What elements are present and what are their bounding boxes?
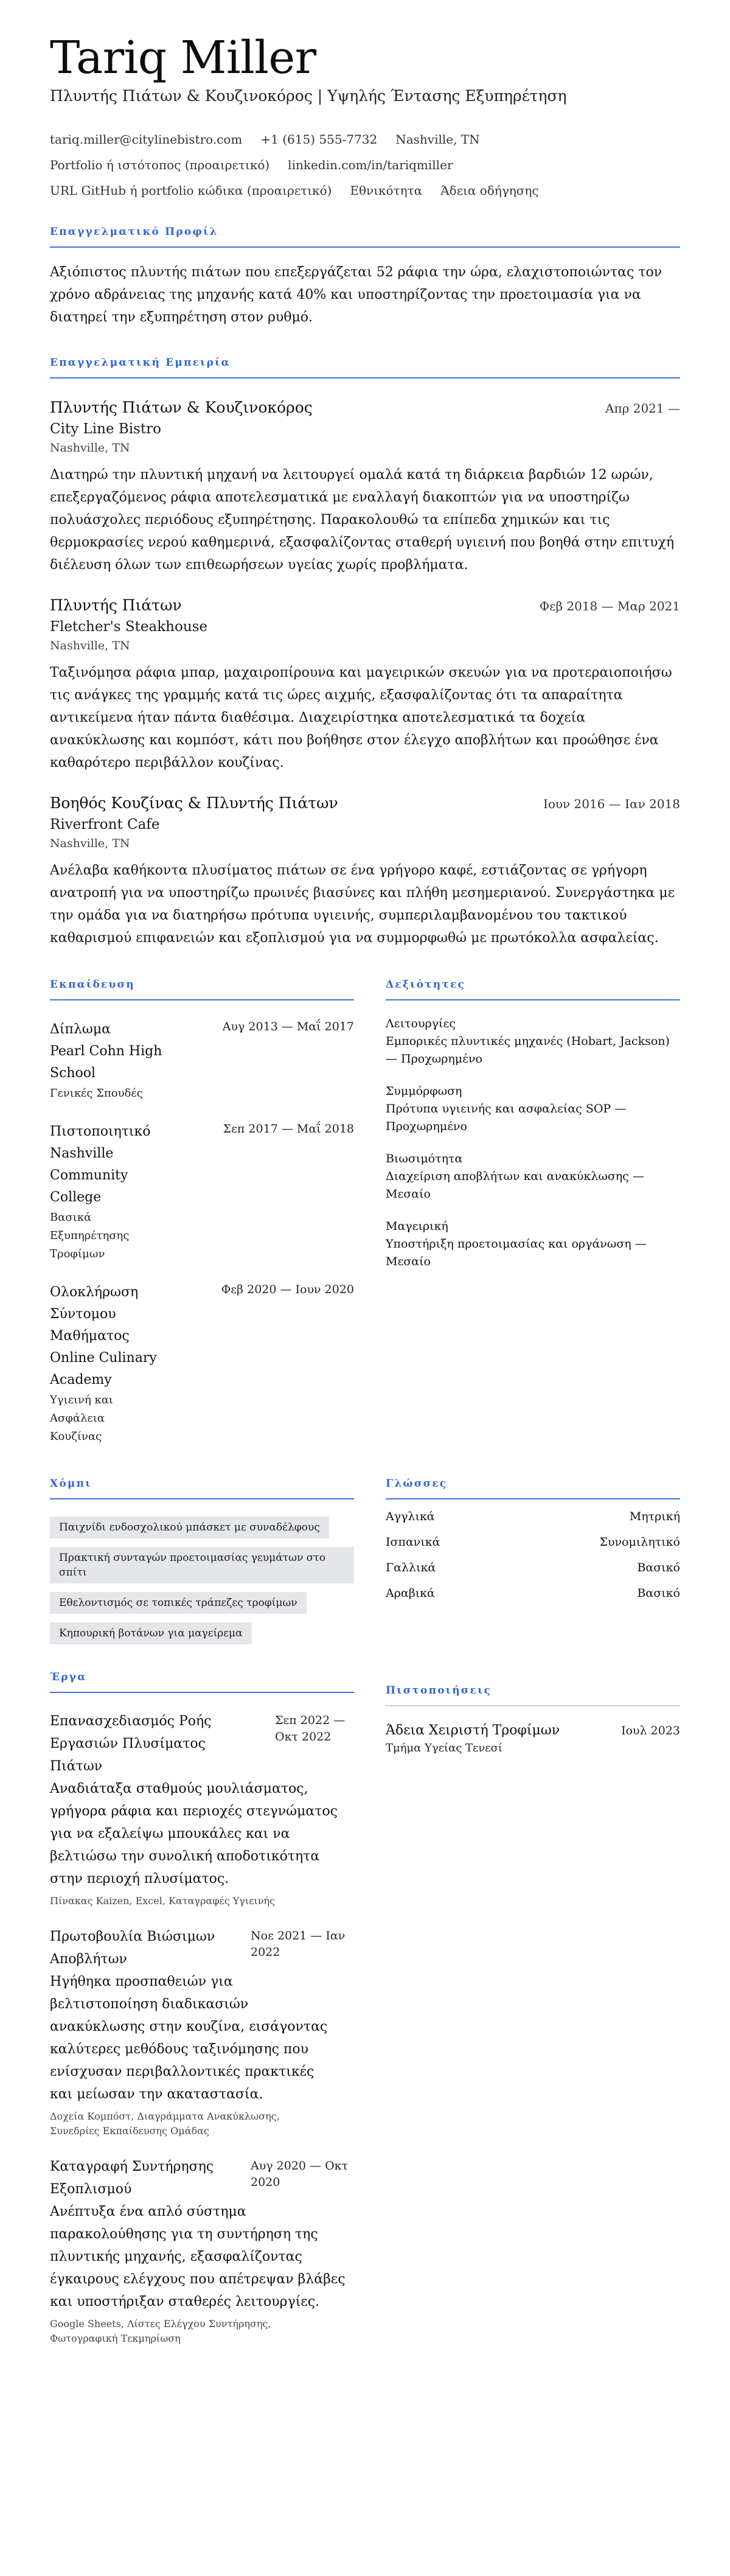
job-location: Nashville, TN (50, 837, 130, 850)
project-date: Αυγ 2020 — Οκτ 2020 (251, 2159, 349, 2189)
contact-nationality: Εθνικότητα (350, 183, 423, 198)
section-heading: Γλώσσες (386, 1478, 680, 1499)
resume-header (50, 32, 680, 199)
education-school: Nashville Community College (50, 1146, 128, 1205)
projects-section (50, 1671, 354, 2346)
language-entry (386, 1534, 680, 1551)
project-tools: Google Sheets, Λίστες Ελέγχου Συντήρησης, Φωτογραφική Τεκμηρίωση (50, 2318, 271, 2344)
contact-location: Nashville, TN (395, 132, 480, 147)
job-title: Πλυντής Πιάτων (50, 596, 182, 614)
language-level: Συνομιλητικό (599, 1535, 680, 1549)
job-entry (50, 595, 680, 774)
project-entry (50, 2155, 354, 2346)
project-title: Επανασχεδιασμός Ροής Εργασιών Πλυσίματος Πιάτων (50, 1714, 212, 1774)
project-date: Σεπ 2022 — Οκτ 2022 (275, 1714, 346, 1744)
contact-info (50, 131, 680, 199)
job-title: Πλυντής Πιάτων & Κουζινοκόρος (50, 399, 313, 416)
skill-category: Βιωσιμότητα (386, 1152, 463, 1165)
skill-category: Συμμόρφωση (386, 1084, 462, 1098)
hobbies-section (50, 1478, 354, 1644)
contact-row (50, 131, 680, 148)
skills-section (386, 979, 680, 1446)
job-company: Fletcher's Steakhouse (50, 619, 208, 635)
hobby-chip: Παιχνίδι ενδοσχολικού μπάσκετ με συναδέλφους (50, 1517, 329, 1538)
education-skills-row (50, 979, 680, 1446)
project-title: Πρωτοβουλία Βιώσιμων Αποβλήτων (50, 1929, 215, 1967)
job-entry (50, 792, 680, 949)
education-field: Βασικά Εξυπηρέτησης Τροφίμων (50, 1211, 130, 1260)
skill-detail: Διαχείριση αποβλήτων και ανακύκλωσης — Μεσαίο (386, 1170, 644, 1201)
contact-portfolio[interactable]: Portfolio ή ιστότοπος (προαιρετικό) (50, 158, 270, 172)
section-heading: Έργα (50, 1671, 354, 1693)
job-entry (50, 397, 680, 576)
project-entry (50, 1710, 354, 1908)
hobbies-languages-row (50, 1478, 680, 1644)
project-title: Καταγραφή Συντήρησης Εξοπλισμού (50, 2159, 214, 2197)
contact-linkedin[interactable]: linkedin.com/in/tariqmiller (288, 158, 453, 172)
job-date: Απρ 2021 — (605, 401, 680, 416)
certification-date: Ιουλ 2023 (621, 1724, 680, 1737)
hobby-chip: Εθελοντισμός σε τοπικές τράπεζες τροφίμων (50, 1592, 307, 1614)
education-entry (50, 1282, 354, 1446)
skill-category: Μαγειρική (386, 1220, 448, 1233)
certification-entry (386, 1721, 680, 1740)
skill-detail: Πρότυπα υγιεινής και ασφαλείας SOP — Προχωρημένο (386, 1102, 627, 1133)
profile-summary: Αξιόπιστος πλυντής πιάτων που επεξεργάζεται 52 ράφια την ώρα, ελαχιστοποιώντας τον χρόνο αδράνειας της μηχανής κατά 40% και υποστηρίζοντας την προετοιμασία για να διατηρεί την εξυπηρέτηση στον ρυθμό. (50, 265, 662, 325)
hobby-chip: Πρακτική συνταγών προετοιμασίας γευμάτων στο σπίτι (50, 1547, 354, 1583)
project-date: Νοε 2021 — Ιαν 2022 (251, 1929, 346, 1959)
education-school: Online Culinary Academy (50, 1350, 157, 1387)
job-title: Βοηθός Κουζίνας & Πλυντής Πιάτων (50, 794, 338, 812)
hobby-list (50, 1517, 354, 1644)
education-degree: Πιστοποιητικό (50, 1124, 151, 1139)
job-date: Φεβ 2018 — Μαρ 2021 (539, 599, 680, 613)
education-degree: Δίπλωμα (50, 1022, 111, 1037)
education-date: Φεβ 2020 — Ιουν 2020 (221, 1283, 354, 1296)
certifications-section (386, 1671, 680, 2346)
candidate-headline: Πλυντής Πιάτων & Κουζινοκόρος | Υψηλής Έντασης Εξυπηρέτηση (50, 87, 567, 105)
project-description: Αναδιάταξα σταθμούς μουλιάσματος, γρήγορα ράφια και περιοχές στεγνώματος για να εξαλείψω μπουκάλες και να βελτιώσω την συνολική αποδοτικότητα στην περιοχή πλυσίματος. (50, 1781, 338, 1887)
skill-category: Λειτουργίες (386, 1017, 456, 1030)
contact-row (50, 157, 680, 173)
contact-email[interactable]: tariq.miller@citylinebistro.com (50, 132, 243, 147)
contact-github[interactable]: URL GitHub ή portfolio κώδικα (προαιρετικό) (50, 183, 332, 198)
education-entry (50, 1019, 354, 1103)
language-name: Αραβικά (386, 1586, 435, 1600)
education-field: Γενικές Σπουδές (50, 1087, 143, 1100)
skill-entry (386, 1150, 680, 1203)
education-field: Υγιεινή και Ασφάλεια Κουζίνας (50, 1394, 113, 1443)
skill-detail: Υποστήριξη προετοιμασίας και οργάνωση — Μεσαίο (386, 1237, 647, 1268)
education-entry (50, 1121, 354, 1263)
language-entry (386, 1585, 680, 1602)
job-location: Nashville, TN (50, 441, 130, 455)
contact-driving-license: Άδεια οδήγησης (440, 183, 539, 198)
project-tools: Δοχεία Κομπόστ, Διαγράμματα Ανακύκλωσης, Συνεδρίες Εκπαίδευσης Ομάδας (50, 2110, 280, 2137)
certification-name: Άδεια Χειριστή Τροφίμων (386, 1723, 560, 1738)
job-description: Διατηρώ την πλυντική μηχανή να λειτουργεί ομαλά κατά τη διάρκεια βαρδιών 12 ωρών, επεξεργαζόμενος ράφια αποτελεσματικά με εναλλαγή διακοπτών για να υποστηρίζω πολυάσχολες περιόδους εξυπηρέτησης. Παρακολουθώ τα επίπεδα χημικών και τις θερμοκρασίες νερού καθημερινά, εξασφαλίζοντας σταθερή υγιεινή που βοηθά στην επιτυχή διέλευση όλων των επιθεωρήσεων υγείας χωρίς προβλήματα. (50, 467, 675, 573)
job-date: Ιουν 2016 — Ιαν 2018 (543, 797, 680, 811)
education-degree: Ολοκλήρωση Σύντομου Μαθήματος (50, 1285, 139, 1344)
language-level: Βασικό (637, 1586, 680, 1600)
language-name: Γαλλικά (386, 1561, 436, 1574)
language-entry (386, 1508, 680, 1525)
certification-issuer: Τμήμα Υγείας Τενεσί (386, 1742, 502, 1754)
candidate-name: Tariq Miller (50, 32, 316, 84)
section-heading: Δεξιότητες (386, 979, 680, 1000)
education-date: Σεπ 2017 — Μαΐ 2018 (223, 1122, 354, 1136)
language-name: Αγγλικά (386, 1510, 435, 1523)
section-heading: Πιστοποιήσεις (386, 1684, 680, 1706)
contact-phone[interactable]: +1 (615) 555-7732 (260, 132, 378, 147)
section-heading: Χόμπι (50, 1478, 354, 1499)
project-tools: Πίνακας Kaizen, Excel, Καταγραφές Υγιεινής (50, 1895, 275, 1907)
project-entry (50, 1925, 354, 2138)
languages-section (386, 1478, 680, 1644)
skill-entry (386, 1218, 680, 1271)
job-description: Ανέλαβα καθήκοντα πλυσίματος πιάτων σε ένα γρήγορο καφέ, εστιάζοντας σε γρήγορη ανατροπή για να υποστηρίζω πρωινές βιασύνες και πλήθη μεσημεριανού. Συνεργάστηκα με την ομάδα για να διατηρήσω πρότυπα υγιεινής, συμπεριλαμβανομένου του τακτικού καθαρισμού επιφανειών και εξοπλισμού για να συμμορφωθώ με πρωτόκολλα ασφαλείας. (50, 863, 675, 946)
experience-section (50, 357, 680, 949)
hobby-chip: Κηπουρική βοτάνων για μαγείρεμα (50, 1622, 252, 1644)
section-heading: Επαγγελματικό Προφίλ (50, 226, 680, 248)
section-heading: Επαγγελματική Εμπειρία (50, 357, 680, 379)
skill-detail: Εμπορικές πλυντικές μηχανές (Hobart, Jackson) — Προχωρημένο (386, 1035, 670, 1066)
education-date: Αυγ 2013 — Μαΐ 2017 (222, 1020, 354, 1033)
contact-row (50, 183, 680, 199)
profile-section (50, 226, 680, 329)
projects-certifications-row (50, 1671, 680, 2346)
section-heading: Εκπαίδευση (50, 979, 354, 1000)
project-description: Ανέπτυξα ένα απλό σύστημα παρακολούθησης για τη συντήρηση της πλυντικής μηχανής, εξασφαλίζοντας έγκαιρους ελέγχους που απέτρεψαν βλάβες και υποστήριξαν σταθερές λειτουργίες. (50, 2204, 346, 2309)
job-company: City Line Bistro (50, 421, 162, 437)
education-section (50, 979, 354, 1446)
language-level: Μητρική (629, 1510, 680, 1523)
job-location: Nashville, TN (50, 639, 130, 652)
skill-entry (386, 1083, 680, 1136)
language-entry (386, 1559, 680, 1576)
job-company: Riverfront Cafe (50, 817, 160, 832)
language-name: Ισπανικά (386, 1535, 440, 1549)
job-description: Ταξινόμησα ράφια μπαρ, μαχαιροπίρουνα και μαγειρικών σκευών για να προτεραιοποιήσω τις ανάγκες της γραμμής κατά τις ώρες αιχμής, εξασφαλίζοντας ότι τα απαραίτητα αντικείμενα ήταν πάντα διαθέσιμα. Διαχειρίστηκα αποτελεσματικά τα δοχεία ανακύκλωσης και κομπόστ, κάτι που βοήθησε στον έλεγχο αποβλήτων και προώθησε ένα καθαρότερο περιβάλλον κουζίνας. (50, 665, 672, 770)
language-level: Βασικό (637, 1561, 680, 1574)
education-school: Pearl Cohn High School (50, 1044, 162, 1081)
skill-entry (386, 1015, 680, 1068)
project-description: Ηγήθηκα προσπαθειών για βελτιστοποίηση διαδικασιών ανακύκλωσης στην κουζίνα, εισάγοντας καλύτερες μεθόδους ταξινόμησης που ενίσχυσαν περιβαλλοντικές πρακτικές και μείωσαν την ακαταστασία. (50, 1974, 328, 2102)
